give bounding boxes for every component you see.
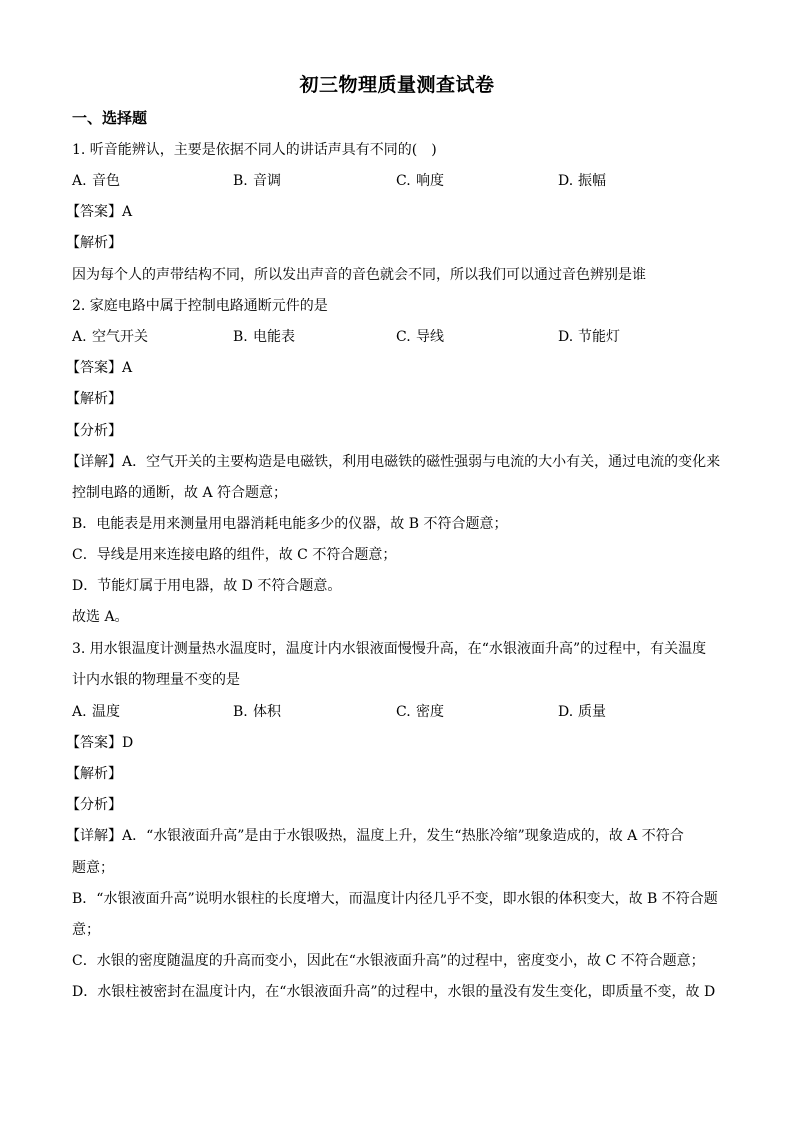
- option-a: A. 音色: [72, 173, 120, 189]
- question-3-detail-line: 意；: [72, 922, 100, 938]
- question-3-detail-line: B．“水银液面升高”说明水银柱的长度增大，而温度计内径几乎不变，即水银的体积变大，故 B 不符合题: [72, 891, 718, 907]
- question-3-text: 3. 用水银温度计测量热水温度时，温度计内水银液面慢慢升高，在“水银液面升高”的过程中，有关温度: [72, 641, 707, 657]
- question-2-detail-line: 【详解】A．空气开关的主要构造是电磁铁，利用电磁铁的磁性强弱与电流的大小有关，通过电流的变化来: [66, 454, 721, 470]
- question-3-fenxi-tag: 【分析】: [66, 797, 122, 813]
- question-1-options: [72, 171, 732, 191]
- question-3-detail-line: 【详解】A．“水银液面升高”是由于水银吸热，温度上升，发生“热胀冷缩”现象造成的，故 A 不符合: [66, 828, 684, 844]
- question-3-analysis-tag: 【解析】: [66, 766, 122, 782]
- question-2-answer: 【答案】A: [66, 360, 133, 376]
- question-2-detail-line: 控制电路的通断，故 A 符合题意；: [72, 485, 288, 501]
- question-3-options: [72, 702, 732, 722]
- option-b: B. 体积: [233, 704, 281, 720]
- option-d: D. 质量: [558, 704, 606, 720]
- option-c: C. 响度: [396, 173, 444, 189]
- question-2-text: 2. 家庭电路中属于控制电路通断元件的是: [72, 298, 328, 314]
- question-3-text-cont: 计内水银的物理量不变的是: [72, 672, 240, 688]
- question-3-detail-line: C．水银的密度随温度的升高而变小，因此在“水银液面升高”的过程中，密度变小，故 C 不符合题意；: [72, 953, 705, 969]
- page-title: 初三物理质量测查试卷: [299, 74, 495, 96]
- option-a: A. 空气开关: [72, 329, 148, 345]
- option-c: C. 导线: [396, 329, 444, 345]
- option-b: B. 电能表: [233, 329, 295, 345]
- option-d: D. 节能灯: [558, 329, 620, 345]
- question-2-detail-line: B．电能表是用来测量用电器消耗电能多少的仪器，故 B 不符合题意；: [72, 516, 508, 532]
- question-1-explanation: 因为每个人的声带结构不同，所以发出声音的音色就会不同，所以我们可以通过音色辨别是谁: [72, 267, 646, 283]
- section-heading: 一、选择题: [72, 109, 148, 127]
- question-3-answer: 【答案】D: [66, 735, 134, 751]
- question-1-answer: 【答案】A: [66, 204, 133, 220]
- question-1-analysis-tag: 【解析】: [66, 235, 122, 251]
- option-d: D. 振幅: [558, 173, 606, 189]
- question-3-detail-line: D．水银柱被密封在温度计内，在“水银液面升高”的过程中，水银的量没有发生变化，即质量不变，故 D: [72, 984, 716, 1000]
- question-2-analysis-tag: 【解析】: [66, 391, 122, 407]
- question-2-detail-line: D．节能灯属于用电器，故 D 不符合题意。: [72, 578, 342, 594]
- option-b: B. 音调: [233, 173, 281, 189]
- question-2-fenxi-tag: 【分析】: [66, 423, 122, 439]
- option-c: C. 密度: [396, 704, 444, 720]
- option-a: A. 温度: [72, 704, 120, 720]
- question-1-text: 1. 听音能辨认，主要是依据不同人的讲话声具有不同的( ): [72, 142, 437, 158]
- question-2-options: [72, 327, 732, 347]
- question-2-conclusion: 故选 A。: [72, 609, 129, 625]
- question-3-detail-line: 题意；: [72, 860, 114, 876]
- question-2-detail-line: C．导线是用来连接电路的组件，故 C 不符合题意；: [72, 547, 397, 563]
